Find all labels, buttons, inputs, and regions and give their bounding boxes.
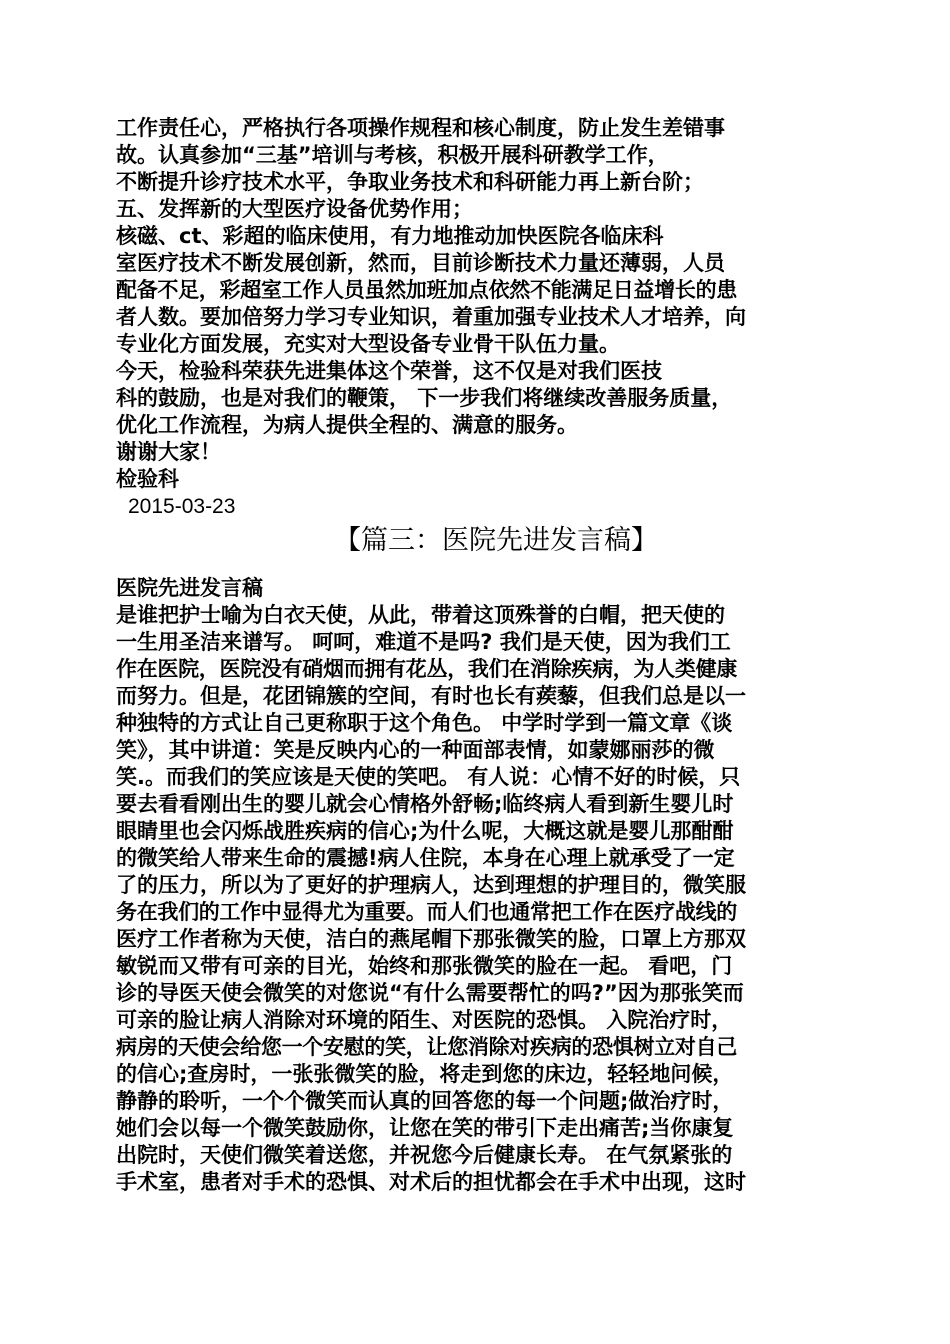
text-line: 病房的天使会给您一个安慰的笑，让您消除对疾病的恐惧树立对自己 — [116, 1035, 737, 1059]
text-line: 的信心;查房时，一张张微笑的脸，将走到您的床边，轻轻地问候， — [116, 1062, 734, 1086]
text-line: 笑.。而我们的笑应该是天使的笑吧。 有人说：心情不好的时候，只 — [116, 765, 741, 789]
text-line: 种独特的方式让自己更称职于这个角色。 中学时学到一篇文章《谈 — [116, 711, 733, 735]
closing-thanks: 谢谢大家！ — [116, 440, 221, 464]
text-line: 要去看看刚出生的婴儿就会心情格外舒畅;临终病人看到新生婴儿时 — [116, 792, 734, 816]
text-line: 可亲的脸让病人消除对环境的陌生、对医院的恐惧。 入院治疗时， — [116, 1008, 733, 1032]
text-line: 医疗工作者称为天使，洁白的燕尾帽下那张微笑的脸，口罩上方那双 — [116, 927, 746, 951]
text-line: 静静的聆听，一个个微笑而认真的回答您的每一个问题;做治疗时， — [116, 1089, 734, 1113]
text-line: 专业化方面发展，充实对大型设备专业骨干队伍力量。 — [116, 332, 620, 356]
text-line: 诊的导医天使会微笑的对您说“有什么需要帮忙的吗?”因为那张笑而 — [116, 981, 744, 1005]
text-line: 敏锐而又带有可亲的目光，始终和那张微笑的脸在一起。 看吧，门 — [116, 954, 733, 978]
text-line: 配备不足，彩超室工作人员虽然加班加点依然不能满足日益增长的患 — [116, 278, 737, 302]
section-1-text — [116, 115, 842, 520]
text-line: 手术室，患者对手术的恐惧、对术后的担忧都会在手术中出现，这时 — [116, 1170, 746, 1194]
signature-department: 检验科 — [116, 467, 179, 491]
text-line: 室医疗技术不断发展创新，然而，目前诊断技术力量还薄弱，人员 — [116, 251, 725, 275]
text-line: 今天，检验科荣获先进集体这个荣誉，这不仅是对我们医技 — [116, 359, 662, 383]
document-body — [116, 115, 842, 1196]
text-line: 而努力。但是，花团锦簇的空间，有时也长有蒺藜，但我们总是以一 — [116, 684, 746, 708]
text-line: 不断提升诊疗技术水平，争取业务技术和科研能力再上新台阶； — [116, 170, 704, 194]
section-heading: 【篇三：医院先进发言稿】 — [334, 525, 658, 556]
text-line: 工作责任心，严格执行各项操作规程和核心制度，防止发生差错事 — [116, 116, 725, 140]
text-line: 了的压力，所以为了更好的护理病人，达到理想的护理目的，微笑服 — [116, 873, 746, 897]
text-line: 务在我们的工作中显得尤为重要。而人们也通常把工作在医疗战线的 — [116, 900, 737, 924]
text-line: 核磁、ct、彩超的临床使用，有力地推动加快医院各临床科 — [116, 224, 664, 248]
section-2-text — [116, 575, 842, 1196]
text-line: 眼睛里也会闪烁战胜疾病的信心;为什么呢，大概这就是婴儿那酣酣 — [116, 819, 734, 843]
text-line: 一生用圣洁来谱写。 呵呵，难道不是吗? 我们是天使，因为我们工 — [116, 630, 731, 654]
text-line: 作在医院，医院没有硝烟而拥有花丛，我们在消除疾病，为人类健康 — [116, 657, 737, 681]
text-line: 出院时，天使们微笑着送您，并祝您今后健康长寿。 在气氛紧张的 — [116, 1143, 733, 1167]
text-line: 故。认真参加“三基”培训与考核，积极开展科研教学工作， — [116, 143, 669, 167]
signature-date: 2015-03-23 — [128, 495, 236, 518]
text-line: 她们会以每一个微笑鼓励你，让您在笑的带引下走出痛苦;当你康复 — [116, 1116, 734, 1140]
text-line: 科的鼓励，也是对我们的鞭策， 下一步我们将继续改善服务质量， — [116, 386, 733, 410]
text-line: 者人数。要加倍努力学习专业知识，着重加强专业技术人才培养，向 — [116, 305, 746, 329]
section-2-title: 医院先进发言稿 — [116, 576, 263, 600]
text-line: 的微笑给人带来生命的震撼!病人住院，本身在心理上就承受了一定 — [116, 846, 735, 870]
text-line: 笑》，其中讲道：笑是反映内心的一种面部表情，如蒙娜丽莎的微 — [116, 738, 715, 762]
text-line: 五、发挥新的大型医疗设备优势作用； — [116, 197, 473, 221]
text-line: 优化工作流程，为病人提供全程的、满意的服务。 — [116, 413, 578, 437]
text-line: 是谁把护士喻为白衣天使，从此，带着这顶殊誉的白帽，把天使的 — [116, 603, 725, 627]
